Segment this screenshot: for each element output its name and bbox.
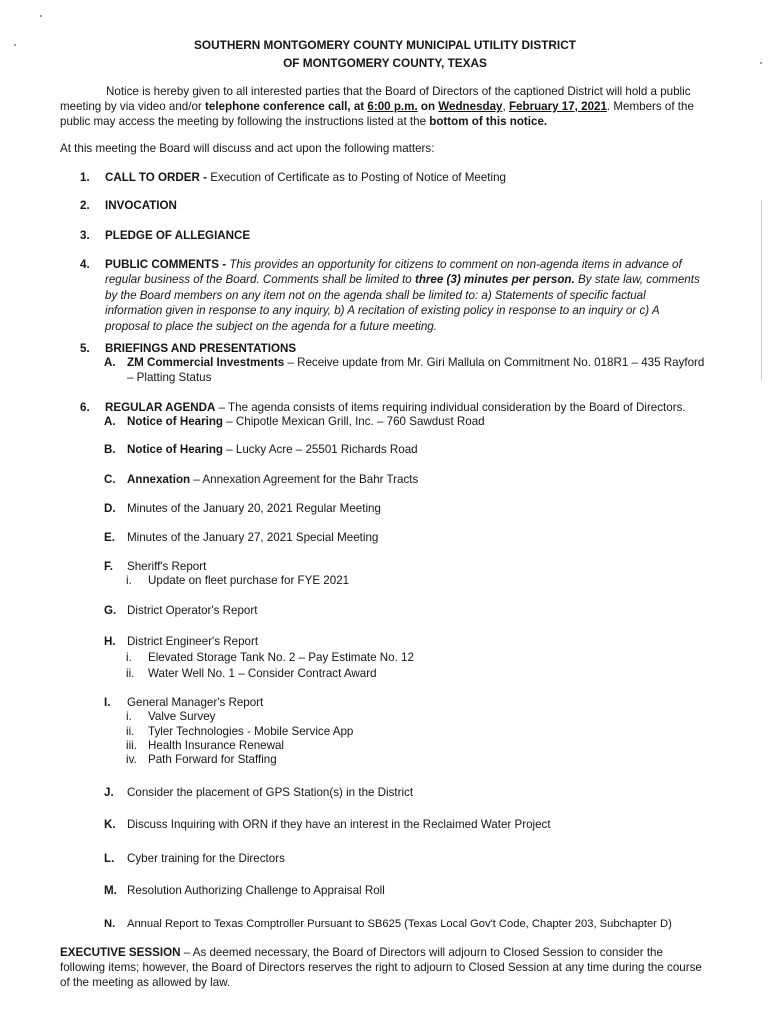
- sub-item-text: Sheriff's Report: [127, 560, 207, 573]
- roman-item-text: Path Forward for Staffing: [148, 753, 277, 766]
- notice-text: ,: [502, 100, 509, 113]
- meeting-day: Wednesday: [438, 100, 503, 113]
- sub-item-text: Minutes of the January 27, 2021 Special Meeting: [127, 531, 379, 544]
- roman-number: i.: [126, 710, 132, 723]
- roman-number: i.: [126, 574, 132, 587]
- notice-paragraph: [60, 84, 706, 129]
- document-title: SOUTHERN MONTGOMERY COUNTY MUNICIPAL UTILITY DISTRICT: [194, 38, 576, 52]
- sub-item-letter: H.: [104, 635, 116, 648]
- roman-item-text: Water Well No. 1 – Consider Contract Award: [148, 667, 377, 680]
- item-title: REGULAR AGENDA: [105, 401, 216, 414]
- sub-item-text: – Annexation Agreement for the Bahr Tracts: [190, 473, 419, 486]
- sub-item-text: District Engineer's Report: [127, 635, 259, 648]
- sub-item-letter: L.: [104, 852, 115, 865]
- roman-item-text: Health Insurance Renewal: [148, 739, 284, 752]
- sub-item-letter: N.: [104, 918, 116, 930]
- roman-item-text: Elevated Storage Tank No. 2 – Pay Estimate No. 12: [148, 651, 414, 664]
- notice-text: on: [417, 100, 439, 113]
- sub-item-letter: M.: [104, 884, 117, 897]
- roman-item-text: Update on fleet purchase for FYE 2021: [148, 574, 350, 587]
- sub-item-text: Annual Report to Texas Comptroller Pursuant to SB625 (Texas Local Gov't Code, Chapter 203, Subchapter D): [127, 918, 672, 930]
- scan-speck: [40, 15, 42, 17]
- sub-item-letter: A.: [104, 356, 116, 369]
- agenda-intro: At this meeting the Board will discuss and act upon the following matters:: [60, 142, 435, 155]
- item-title: INVOCATION: [105, 199, 177, 212]
- notice-text: Notice is hereby given to all interested parties that the Board of Directors of the captioned District will hold a public meeting by via video and/or: [60, 85, 691, 113]
- sub-item-letter: A.: [104, 415, 116, 428]
- sub-item-letter: G.: [104, 604, 117, 617]
- sub-item-text: Consider the placement of GPS Station(s) in the District: [127, 786, 414, 799]
- sub-item-text: – Lucky Acre – 25501 Richards Road: [222, 443, 418, 456]
- item-text: – The agenda consists of items requiring individual consideration by the Board of Directors.: [215, 401, 686, 414]
- sub-item-text: Cyber training for the Directors: [127, 852, 285, 865]
- notice-text: , at: [347, 100, 368, 113]
- meeting-date: February 17, 2021: [508, 100, 607, 113]
- sub-item-letter: D.: [104, 502, 116, 515]
- sub-item-title: Notice of Hearing: [127, 415, 223, 428]
- item-text: Execution of Certificate as to Posting of Notice of Meeting: [206, 171, 506, 184]
- item-number: 6.: [80, 401, 90, 414]
- roman-number: ii.: [126, 667, 135, 680]
- notice-text: . Members of the public may access the meeting by following the instructions listed at the: [60, 100, 694, 128]
- sub-item-letter: J.: [104, 786, 114, 799]
- document-subtitle: OF MONTGOMERY COUNTY, TEXAS: [283, 56, 487, 70]
- roman-number: ii.: [126, 725, 135, 738]
- item-number: 4.: [80, 258, 90, 271]
- executive-session-title: EXECUTIVE SESSION: [60, 946, 181, 959]
- meeting-time: 6:00 p.m.: [367, 100, 418, 113]
- sub-item-letter: I.: [104, 696, 111, 709]
- item-title: BRIEFINGS AND PRESENTATIONS: [105, 342, 297, 355]
- roman-item-text: Valve Survey: [148, 710, 216, 723]
- item-number: 5.: [80, 342, 90, 355]
- sub-item-text: – Receive update from Mr. Giri Mallula on Commitment No. 018R1 – 435 Rayford – Platting Status: [127, 356, 705, 384]
- sub-item-letter: B.: [104, 443, 116, 456]
- roman-number: iii.: [126, 739, 137, 752]
- sub-item-letter: F.: [104, 560, 114, 573]
- item-number: 1.: [80, 171, 90, 184]
- item-number: 3.: [80, 229, 90, 242]
- sub-item-letter: E.: [104, 531, 115, 544]
- sub-item-text: Minutes of the January 20, 2021 Regular Meeting: [127, 502, 381, 515]
- roman-number: i.: [126, 651, 132, 664]
- comment-time-limit: three (3) minutes per person.: [414, 273, 575, 287]
- sub-item-title: Notice of Hearing: [127, 443, 223, 456]
- item-text: This provides an opportunity for citizens to comment on non-agenda items in advance of regular business of the Board. Comments shall be limited to: [105, 258, 682, 287]
- sub-item-text: Discuss Inquiring with ORN if they have an interest in the Reclaimed Water Project: [127, 818, 551, 831]
- sub-item-text: Resolution Authorizing Challenge to Appraisal Roll: [127, 884, 385, 897]
- sub-item-text: – Chipotle Mexican Grill, Inc. – 760 Sawdust Road: [222, 415, 485, 428]
- notice-bottom-reference: bottom of this notice.: [429, 115, 548, 128]
- item-title: CALL TO ORDER -: [105, 171, 207, 184]
- sub-item-letter: K.: [104, 818, 116, 831]
- executive-session-paragraph: [60, 945, 710, 990]
- scan-edge-line: [761, 200, 762, 380]
- roman-number: iv.: [126, 753, 137, 766]
- executive-session-text: – As deemed necessary, the Board of Directors will adjourn to Closed Session to consider the following items; however, the Board of Directors reserves the right to adjourn to Closed Session at any time during the course of the meeting as allowed by law.: [60, 946, 702, 989]
- item-title: PUBLIC COMMENTS -: [105, 258, 227, 271]
- notice-call-type: telephone conference call: [205, 100, 348, 113]
- roman-item-text: Tyler Technologies - Mobile Service App: [148, 725, 354, 738]
- sub-item-letter: C.: [104, 473, 116, 486]
- sub-item-title: ZM Commercial Investments: [127, 356, 285, 369]
- item-number: 2.: [80, 199, 90, 212]
- sub-item-text: General Manager's Report: [127, 696, 264, 709]
- item-text: By state law, comments by the Board members on any item not on the agenda shall be limited to: a) Statements of specific factual information given in response to any inquiry, b) A recitation of existing policy in response to an inquiry or c) A proposal to place the subject on the agenda for a future meeting.: [105, 273, 700, 333]
- item-title: PLEDGE OF ALLEGIANCE: [105, 229, 251, 242]
- sub-item-title: Annexation: [127, 473, 191, 486]
- sub-item-text: District Operator's Report: [127, 604, 258, 617]
